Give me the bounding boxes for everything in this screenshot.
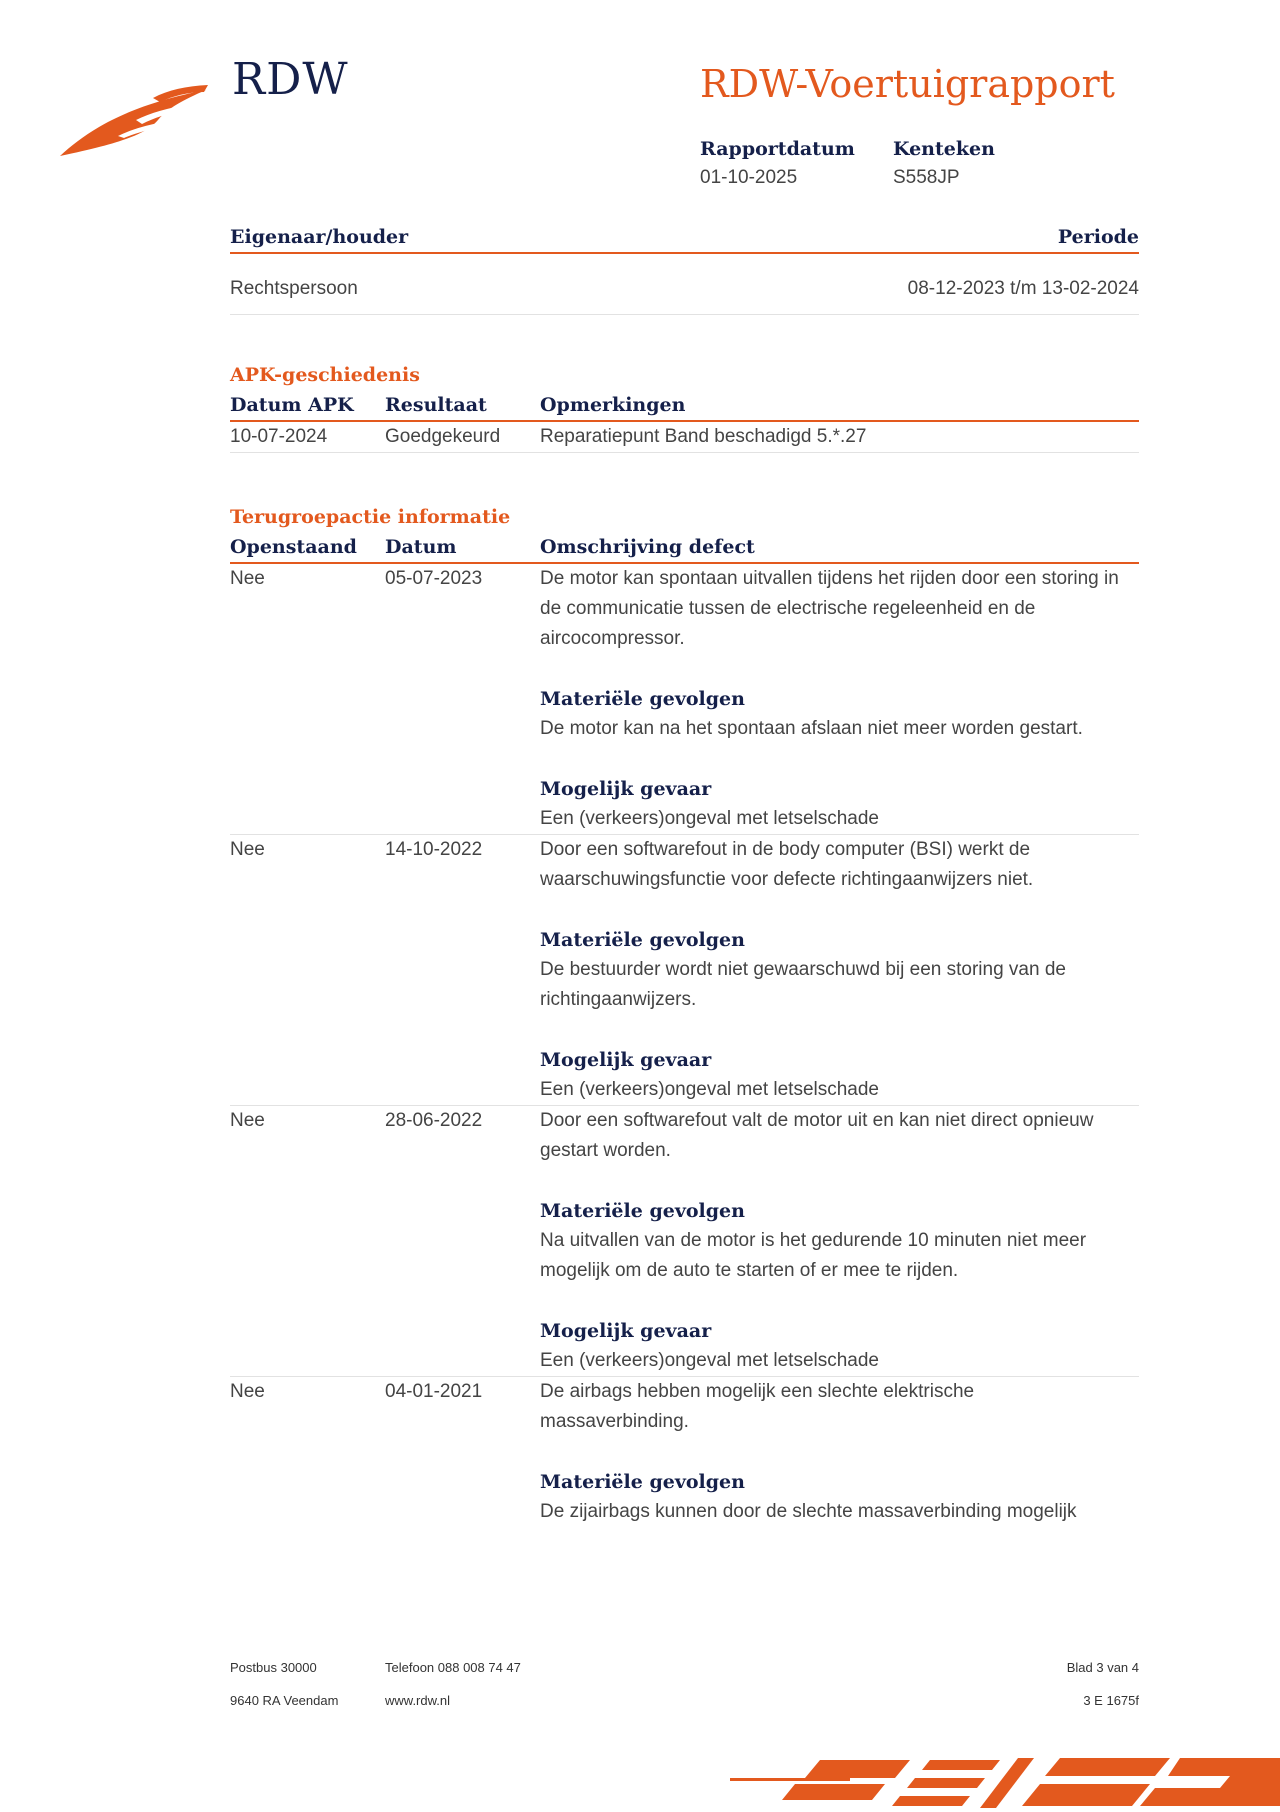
apk-section xyxy=(230,364,1139,453)
defect-text: Door een softwarefout valt de motor uit en kan niet direct opnieuw gestart worden. xyxy=(540,1110,1094,1161)
recall-date: 04-01-2021 xyxy=(385,1381,483,1402)
period-header: Periode xyxy=(1057,226,1139,248)
recall-section xyxy=(230,506,1139,1527)
plate-number: S558JP xyxy=(893,167,960,188)
table-row xyxy=(230,1377,1139,1527)
recall-open: Nee xyxy=(230,839,265,860)
recall-open: Nee xyxy=(230,568,265,589)
apk-col-date: Datum APK xyxy=(230,394,354,416)
apk-title: APK-geschiedenis xyxy=(230,364,420,386)
table-row xyxy=(230,422,1139,453)
report-date-label: Rapportdatum xyxy=(700,138,855,160)
recall-date: 28-06-2022 xyxy=(385,1110,483,1131)
danger-label: Mogelijk gevaar xyxy=(540,1049,712,1071)
consequences-text: De bestuurder wordt niet gewaarschuwd bij een storing van de richtingaanwijzers. xyxy=(540,959,1066,1010)
recall-open: Nee xyxy=(230,1381,265,1402)
danger-label: Mogelijk gevaar xyxy=(540,1320,712,1342)
recall-description xyxy=(540,1377,1120,1527)
plate-label: Kenteken xyxy=(893,138,995,160)
consequences-text: De zijairbags kunnen door de slechte massaverbinding mogelijk xyxy=(540,1501,1077,1522)
defect-text: Door een softwarefout in de body computer (BSI) werkt de waarschuwingsfunctie voor defecte richtingaanwijzers niet. xyxy=(540,839,1034,890)
brand-name: RDW xyxy=(232,54,349,105)
danger-label: Mogelijk gevaar xyxy=(540,778,712,800)
footer-doc-code: 3 E 1675f xyxy=(1083,1693,1139,1708)
recall-col-desc: Omschrijving defect xyxy=(540,536,755,558)
table-row xyxy=(230,564,1139,835)
footer-address-1: Postbus 30000 xyxy=(230,1660,317,1675)
apk-col-remarks: Opmerkingen xyxy=(540,394,686,416)
footer-phone: Telefoon 088 008 74 47 xyxy=(385,1660,521,1675)
recall-open: Nee xyxy=(230,1110,265,1131)
danger-text: Een (verkeers)ongeval met letselschade xyxy=(540,808,880,829)
apk-remarks: Reparatiepunt Band beschadigd 5.*.27 xyxy=(540,426,867,447)
recall-description xyxy=(540,835,1120,1105)
recall-col-date: Datum xyxy=(385,536,457,558)
report-date: 01-10-2025 xyxy=(700,167,798,188)
period-value: 08-12-2023 t/m 13-02-2024 xyxy=(907,278,1139,299)
apk-result: Goedgekeurd xyxy=(385,426,501,447)
owner-section xyxy=(230,224,1139,315)
consequences-text: Na uitvallen van de motor is het gedurende 10 minuten niet meer mogelijk om de auto te starten of er mee te rijden. xyxy=(540,1230,1087,1281)
recall-date: 05-07-2023 xyxy=(385,568,483,589)
footer-address-2: 9640 RA Veendam xyxy=(230,1693,339,1708)
table-row xyxy=(230,1106,1139,1377)
consequences-label: Materiële gevolgen xyxy=(540,1200,745,1222)
owner-value: Rechtspersoon xyxy=(230,278,358,299)
recall-col-open: Openstaand xyxy=(230,536,357,558)
consequences-label: Materiële gevolgen xyxy=(540,688,745,710)
recall-description xyxy=(540,1106,1120,1376)
danger-text: Een (verkeers)ongeval met letselschade xyxy=(540,1079,880,1100)
recall-title: Terugroepactie informatie xyxy=(230,506,511,528)
apk-date: 10-07-2024 xyxy=(230,426,328,447)
danger-text: Een (verkeers)ongeval met letselschade xyxy=(540,1350,880,1371)
defect-text: De motor kan spontaan uitvallen tijdens het rijden door een storing in de communicatie tussen de electrische regeleenheid en de aircocompressor. xyxy=(540,568,1119,649)
recall-description xyxy=(540,564,1120,834)
report-title: RDW-Voertuigrapport xyxy=(700,62,1115,106)
footer-page-number: Blad 3 van 4 xyxy=(1066,1660,1139,1675)
rdw-stripes-icon xyxy=(700,1748,1280,1812)
defect-text: De airbags hebben mogelijk een slechte elektrische massaverbinding. xyxy=(540,1381,975,1432)
table-row xyxy=(230,835,1139,1106)
apk-col-result: Resultaat xyxy=(385,394,487,416)
consequences-label: Materiële gevolgen xyxy=(540,1471,745,1493)
rdw-logo-icon xyxy=(58,80,208,160)
owner-header: Eigenaar/houder xyxy=(230,226,409,248)
recall-date: 14-10-2022 xyxy=(385,839,483,860)
consequences-text: De motor kan na het spontaan afslaan niet meer worden gestart. xyxy=(540,718,1083,739)
footer-website[interactable]: www.rdw.nl xyxy=(385,1693,451,1708)
consequences-label: Materiële gevolgen xyxy=(540,929,745,951)
